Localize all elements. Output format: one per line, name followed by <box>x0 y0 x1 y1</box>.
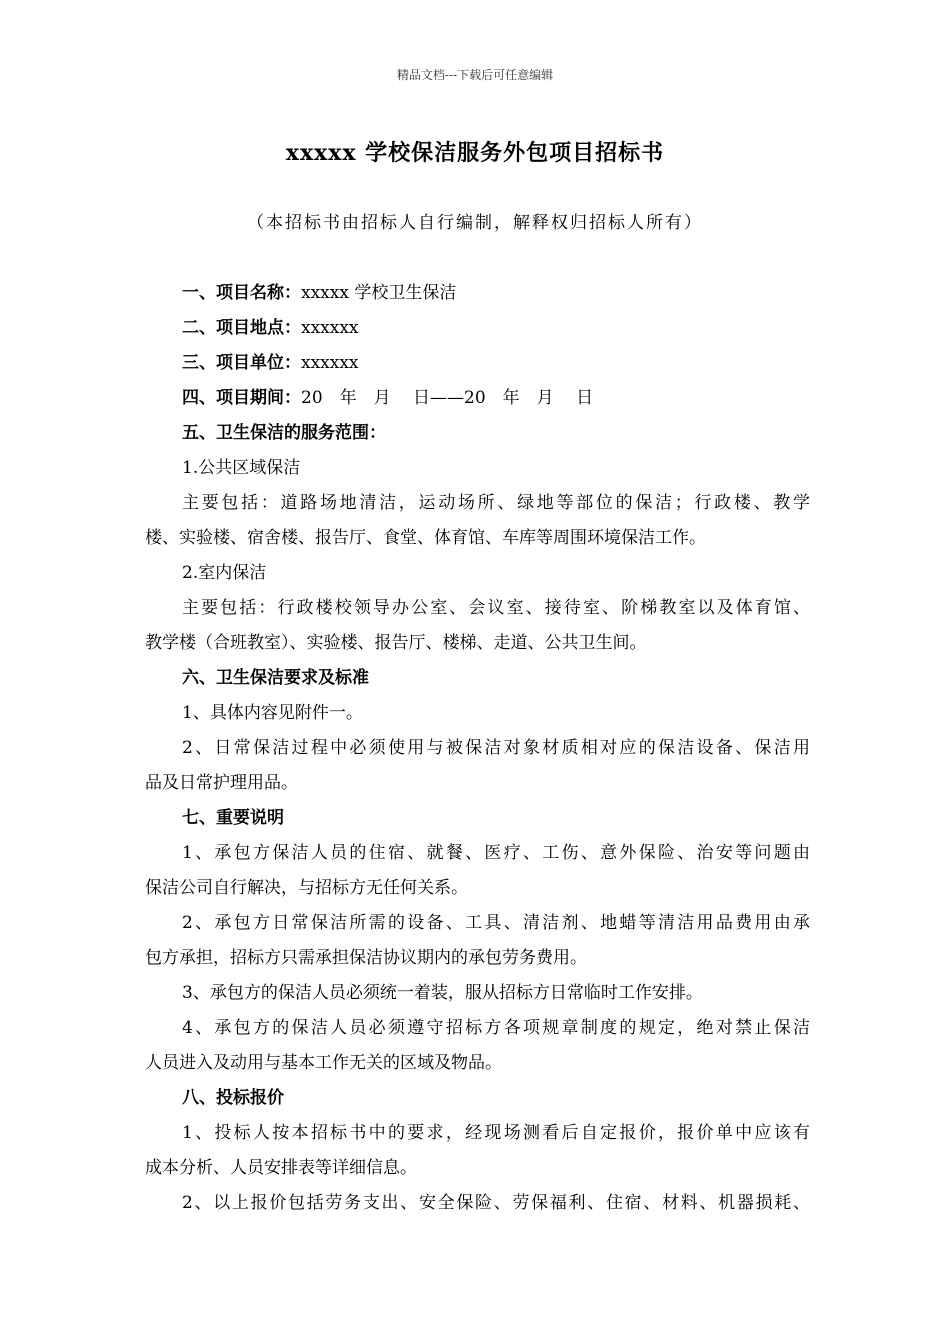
paragraph: 2、以上报价包括劳务支出、安全保险、劳保福利、住宿、材料、机器损耗、 <box>182 1193 810 1213</box>
item-value: xxxxxx <box>301 353 359 373</box>
paragraph: 1、承包方保洁人员的住宿、就餐、医疗、工伤、意外保险、治安等问题由 <box>182 843 810 863</box>
item-value: xxxxx 学校卫生保洁 <box>301 283 457 303</box>
section-heading-notes: 七、重要说明 <box>182 808 284 828</box>
paragraph: 包方承担，招标方只需承担保洁协议期内的承包劳务费用。 <box>145 948 587 968</box>
paragraph: 人员进入及动用与基本工作无关的区域及物品。 <box>145 1053 502 1073</box>
item-project-location <box>145 311 810 346</box>
paragraph: 保洁公司自行解决，与招标方无任何关系。 <box>145 878 468 898</box>
item-label: 三、项目单位： <box>182 353 301 373</box>
section-heading-standards: 六、卫生保洁要求及标准 <box>182 668 369 688</box>
item-label: 四、项目期间： <box>182 388 301 408</box>
item-value: xxxxxx <box>301 318 359 338</box>
paragraph: 品及日常护理用品。 <box>145 773 298 793</box>
paragraph: 1、具体内容见附件一。 <box>182 703 363 723</box>
item-value: 20 年 月 日——20 年 月 日 <box>301 388 594 408</box>
paragraph: 成本分析、人员安排表等详细信息。 <box>145 1158 417 1178</box>
header-note: 精品文档---下载后可任意编辑 <box>396 68 554 82</box>
section-heading-bid-price: 八、投标报价 <box>182 1088 284 1108</box>
paragraph: 主要包括：行政楼校领导办公室、会议室、接待室、阶梯教室以及体育馆、 <box>182 598 810 618</box>
item-label: 二、项目地点： <box>182 318 301 338</box>
paragraph: 1、投标人按本招标书中的要求，经现场测看后自定报价，报价单中应该有 <box>182 1123 810 1143</box>
paragraph: 1.公共区域保洁 <box>182 458 301 478</box>
paragraph: 4、承包方的保洁人员必须遵守招标方各项规章制度的规定，绝对禁止保洁 <box>182 1018 810 1038</box>
paragraph: 2、承包方日常保洁所需的设备、工具、清洁剂、地蜡等清洁用品费用由承 <box>182 913 810 933</box>
item-project-unit <box>145 346 810 381</box>
item-project-name <box>145 276 810 311</box>
document-subtitle: （本招标书由招标人自行编制，解释权归招标人所有） <box>247 213 703 233</box>
section-heading-scope: 五、卫生保洁的服务范围： <box>182 423 386 443</box>
paragraph: 主要包括：道路场地清洁，运动场所、绿地等部位的保洁；行政楼、教学 <box>182 493 810 513</box>
paragraph: 楼、实验楼、宿舍楼、报告厅、食堂、体育馆、车库等周围环境保洁工作。 <box>145 528 706 548</box>
paragraph: 教学楼（合班教室）、实验楼、报告厅、楼梯、走道、公共卫生间。 <box>145 633 647 653</box>
document-title: xxxxx 学校保洁服务外包项目招标书 <box>285 140 665 166</box>
document-body <box>145 276 810 1221</box>
item-label: 一、项目名称： <box>182 283 301 303</box>
paragraph: 2.室内保洁 <box>182 563 267 583</box>
paragraph: 3、承包方的保洁人员必须统一着装，服从招标方日常临时工作安排。 <box>182 983 703 1003</box>
item-project-period <box>145 381 810 416</box>
paragraph: 2、日常保洁过程中必须使用与被保洁对象材质相对应的保洁设备、保洁用 <box>182 738 810 758</box>
